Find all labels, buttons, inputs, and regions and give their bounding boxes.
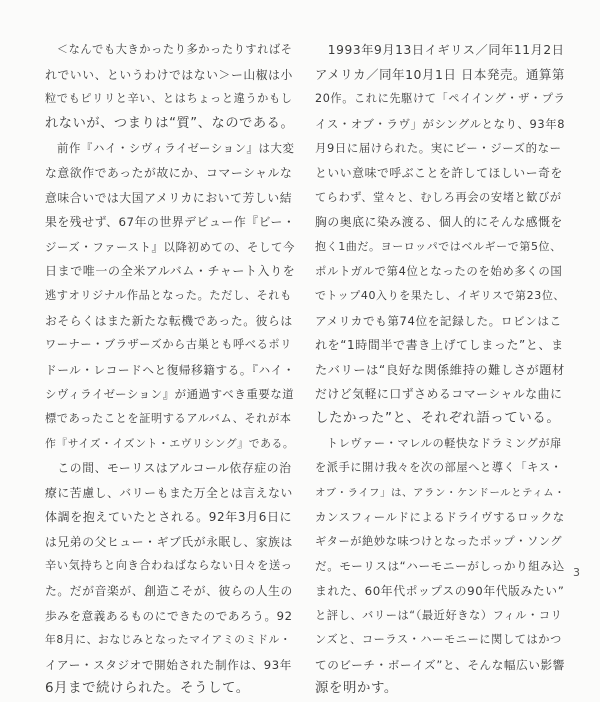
text-line: 標であったことを証明するアルバム、それが本 (45, 411, 292, 425)
text-line: 6月まで続けられた。そうして。 (45, 681, 250, 697)
page-number: 3 (573, 566, 580, 579)
text-line: ジーズ・ファースト』以降初めての、そして今 (45, 239, 295, 254)
text-line: れを“1時間半で書き上げてしまった”と、ま (315, 338, 564, 353)
text-line: イス・オブ・ラヴ」がシングルとなり、93年8 (315, 116, 566, 131)
text-line: イアー・スタジオで開始された制作は、93年 (45, 657, 292, 672)
text-line: 胸の奥底に染み渡る、個人的にそんな感慨を (315, 215, 563, 230)
text-line: この間、モーリスはアルコール依存症の治 (45, 461, 292, 476)
text-line: れないが、つまりは“質”、なのである。 (45, 115, 295, 131)
text-line: れでいい、というわけではない＞ー山椒は小 (45, 67, 293, 82)
text-line: ＜なんでも大きかったり多かったりすればそ (45, 43, 293, 56)
text-line: 源を明かす。 (315, 681, 398, 697)
text-line: てのビーチ・ボーイズ”と、そんな幅広い影響 (315, 657, 565, 672)
text-line: た。だが音楽が、創造こそが、彼らの人生の (45, 584, 293, 599)
text-line: 逃すオリジナル作品となった。ただし、それも (45, 288, 292, 302)
text-line: ポルトガルで第4位となったのを始め多くの国 (315, 264, 563, 279)
text-line: 粒でもピリリと辛い、とはちょっと違うかもし (45, 92, 293, 106)
text-line: 療に苦慮し、バリーもまた万全とは言えない (45, 485, 293, 500)
text-line: ドール・レコードへと復帰移籍する。『ハイ・ (45, 362, 296, 377)
text-line: ワーナー・ブラザーズから古巣とも呼べるポリ (45, 338, 292, 352)
text-line: 年8月に、おなじみとなったマイアミのミドル・ (45, 633, 292, 647)
text-line: 果を残せず、67年の世界デビュー作『ビー・ (45, 215, 296, 230)
text-line: は兄弟の父ヒュー・ギブ氏が永眠し、家族は (45, 534, 293, 549)
text-line: 辛い気持ちと向き合わねばならない日々を送っ (45, 559, 293, 573)
text-line: 前作『ハイ・シヴィライゼーション』は大変 (45, 141, 295, 156)
text-line: オブ・ライフ」は、アラン・ケンドールとティム・ (315, 486, 566, 499)
text-line: おそらくはまた新たな転機であった。彼らは (45, 313, 293, 328)
text-line: 体調を抱えていたとされる。92年3月6日に (45, 510, 293, 525)
text-line: 20作。これに先駆けて「ペイイング・ザ・プラ (315, 92, 566, 106)
text-line: 作『サイズ・イズント・エヴリシング』である。 (45, 436, 295, 450)
text-line: アメリカでも第74位を記録した。ロビンはこ (315, 313, 562, 328)
text-line: 抱く1曲だ。ヨーロッパではベルギーで第5位、 (315, 239, 562, 253)
text-line: だけど気軽に口ずさめるコマーシャルな曲に (315, 387, 563, 402)
text-line: カンスフィールドによるドライヴするロックな (315, 510, 565, 525)
text-line: 月9日に届けられた。実にビー・ジーズ的なー (315, 141, 562, 156)
text-line: てらわず、堂々と、むしろ再会の安堵と歓びが (315, 190, 562, 204)
text-line: と評し、バリーは“（最近好きな）フィル・コリ (315, 608, 563, 622)
text-line: 1993年9月13日イギリス／同年11月2日 (315, 43, 565, 57)
left-column (45, 38, 295, 702)
text-line: 日まで唯一の全米アルバム・チャート入りを (45, 264, 296, 279)
text-line: アメリカ／同年10月1日 日本発売。通算第 (315, 66, 565, 82)
text-line: 歩みを意義あるものにできたのであろう。92 (45, 608, 293, 623)
text-line: ンズと、コーラス・ハーモニーに関してはかつ (315, 633, 562, 647)
text-line: を派手に開け我々を次の部屋へと導く「キス・ (315, 461, 563, 475)
text-line: だ。モーリスは“ハーモニーがしっかり組み込 (315, 559, 565, 574)
text-line: といい意味で呼ぶことを許してほしいー奇を (315, 165, 563, 180)
text-line: な意欲作であったが故にか、コマーシャルな (45, 165, 293, 180)
text-line: 意味合いでは大国アメリカにおいて芳しい結 (45, 190, 293, 205)
text-line: ギターが絶妙な味つけとなったポップ・ソング (315, 534, 563, 548)
text-line: たバリーは“良好な関係維持の難しさが題材 (315, 362, 565, 377)
text-line: したかった”と、それぞれ語っている。 (315, 410, 561, 426)
right-column (315, 38, 565, 702)
text-line: でトップ40入りを果たし、イギリスで第23位、 (315, 288, 566, 302)
text-line: トレヴァー・マレルの軽快なドラミングが扉 (315, 436, 562, 450)
text-line: まれた、60年代ポップスの90年代版みたい” (315, 584, 565, 599)
text-line: シヴィライゼーション』が通過すべき重要な道 (45, 387, 295, 402)
